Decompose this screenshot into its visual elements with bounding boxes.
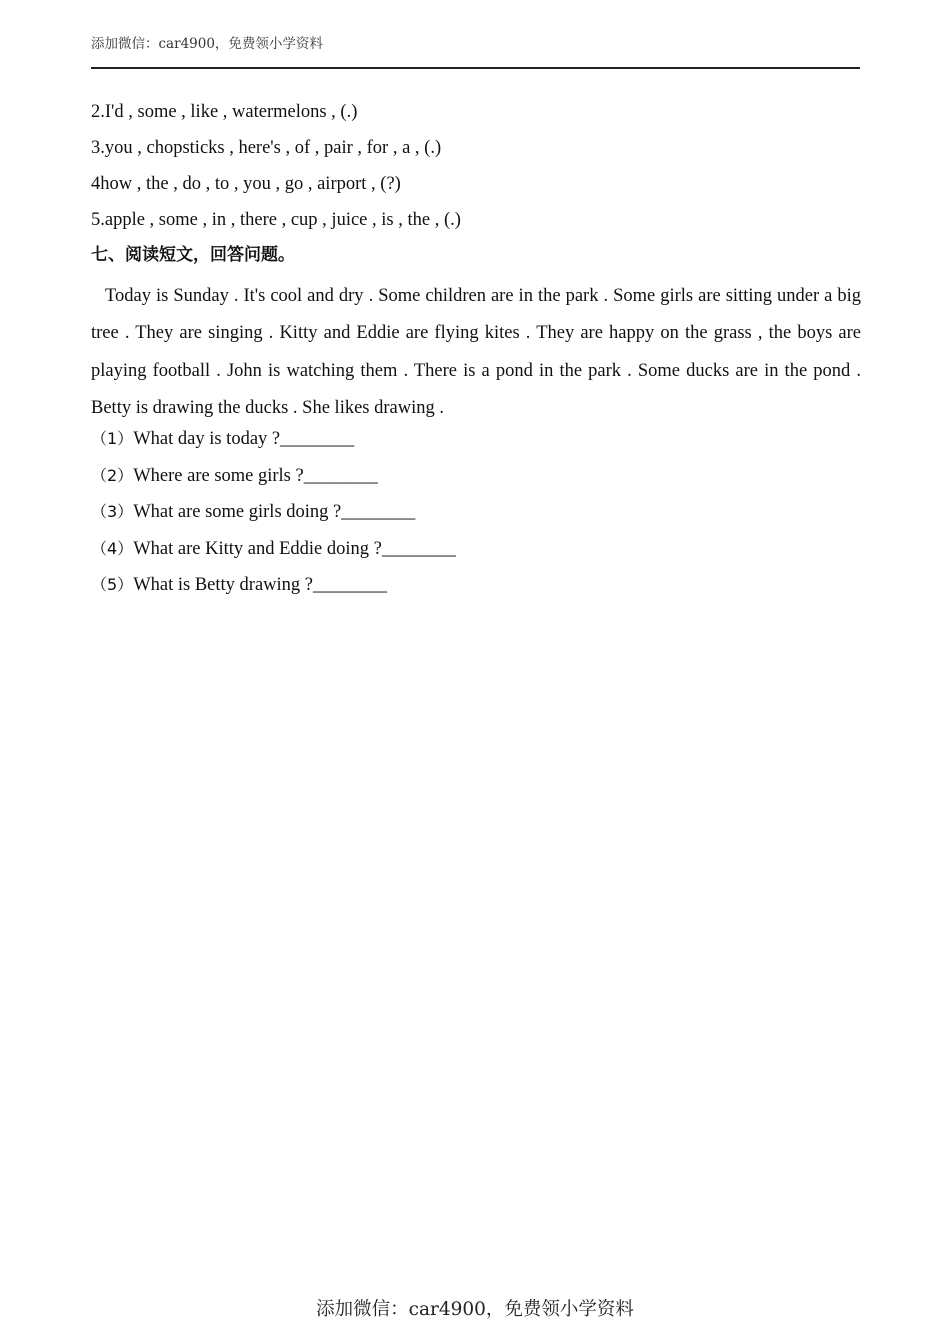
header-divider xyxy=(91,67,860,69)
question-text: What is Betty drawing ?________ xyxy=(133,575,388,595)
question-1 xyxy=(91,430,354,449)
question-number: （4） xyxy=(91,539,134,558)
question-number: （5） xyxy=(91,575,134,594)
question-text: What day is today ?________ xyxy=(133,429,355,449)
exercise-item-2: 2.I'd , some , like , watermelons , (.) xyxy=(91,102,358,122)
question-text: What are some girls doing ?________ xyxy=(133,502,416,522)
question-3 xyxy=(91,503,415,522)
question-2 xyxy=(91,467,378,486)
footer-watermark: 添加微信：car4900，免费领小学资料 xyxy=(316,1299,634,1320)
section-heading: 七、阅读短文，回答问题。 xyxy=(91,245,295,265)
reading-passage: Today is Sunday . It's cool and dry . Some children are in the park . Some girls are sitting under a big tree . They are singing . Kitty and Eddie are flying kites . They are happy on the grass , the boys are playing football . John is watching them . There is a pond in the park . Some ducks are in the pond . Betty is drawing the ducks . She likes drawing . xyxy=(91,286,861,418)
question-number: （1） xyxy=(91,429,134,448)
question-number: （3） xyxy=(91,502,134,521)
exercise-item-3: 3.you , chopsticks , here's , of , pair , for , a , (.) xyxy=(91,138,442,158)
exercise-item-5: 5.apple , some , in , there , cup , juice , is , the , (.) xyxy=(91,210,461,230)
header-watermark: 添加微信：car4900，免费领小学资料 xyxy=(91,36,323,52)
question-5 xyxy=(91,576,387,595)
question-text: What are Kitty and Eddie doing ?________ xyxy=(133,539,456,559)
question-text: Where are some girls ?________ xyxy=(133,466,378,486)
question-number: （2） xyxy=(91,466,134,485)
question-4 xyxy=(91,540,456,559)
exercise-item-4: 4how , the , do , to , you , go , airport , (?) xyxy=(91,174,401,194)
